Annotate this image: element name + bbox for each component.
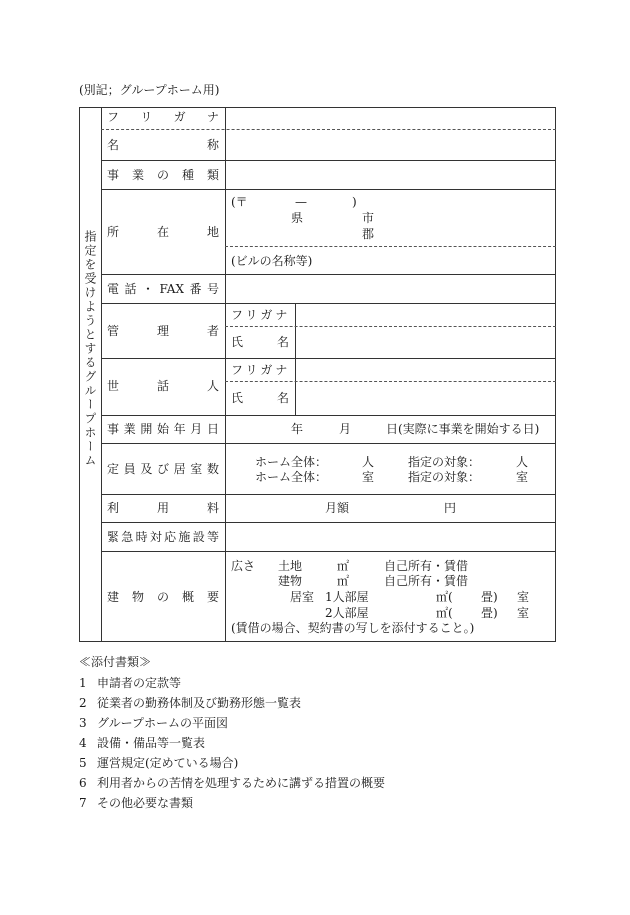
attachment-num: 4 xyxy=(79,736,87,750)
cap-row2-left: ホーム全体： xyxy=(255,470,328,484)
attachment-text: 申請者の定款等 xyxy=(97,676,182,690)
cap-row1-unit: 人 xyxy=(362,455,375,469)
attachment-num: 7 xyxy=(79,796,87,810)
bld-land-own: 自己所有・賃借 xyxy=(384,559,469,573)
attachment-num: 3 xyxy=(79,716,87,730)
attachment-text: 従業者の勤務体制及び勤務形態一覧表 xyxy=(97,696,302,710)
bld-double: 2人部屋 xyxy=(325,606,369,620)
ken-label: 県 xyxy=(291,211,304,225)
manager-shimei-label: 氏 名 xyxy=(231,335,289,349)
application-table xyxy=(79,107,556,642)
attachment-text: 利用者からの苦情を処理するために講ずる措置の概要 xyxy=(97,776,386,790)
shi-label: 市 xyxy=(362,211,375,225)
day-label: 日(実際に事業を開始する日) xyxy=(386,422,540,436)
label-emergency: 緊 急 時 対 応 施 設 等 xyxy=(107,530,219,544)
postal-dash: — xyxy=(295,195,307,209)
cap-row2-unit2: 室 xyxy=(516,470,529,484)
attachment-num: 1 xyxy=(79,676,87,690)
bld-single: 1人部屋 xyxy=(325,590,369,604)
label-name: 名 称 xyxy=(107,138,219,152)
gun-label: 郡 xyxy=(362,227,375,241)
cap-row2-mid: 指定の対象： xyxy=(408,470,481,484)
attachment-text: 運営規定(定めている場合) xyxy=(97,756,239,770)
attachment-num: 6 xyxy=(79,776,87,790)
label-building: 建 物 の 概 要 xyxy=(107,590,219,604)
bld-single-tatami: 畳) xyxy=(481,590,498,604)
bld-land-sqm: ㎡ xyxy=(337,559,350,573)
label-phone-fax: 電 話 ・ FAX 番 号 xyxy=(107,282,219,296)
bld-area: 広さ xyxy=(231,559,256,573)
manager-furigana-label: フリガナ xyxy=(231,308,291,322)
bld-double-sqm: ㎡( xyxy=(436,606,453,620)
bld-note: (賃借の場合、契約書の写しを添付すること。) xyxy=(231,621,475,635)
bld-building-own: 自己所有・賃借 xyxy=(384,574,469,588)
caretaker-furigana-label: フリガナ xyxy=(231,363,291,377)
attachment-num: 5 xyxy=(79,756,87,770)
bld-land: 土地 xyxy=(278,559,303,573)
label-business-type: 事 業 の 種 類 xyxy=(107,168,219,182)
side-title: 指定を受けようとするグループホーム xyxy=(83,230,97,468)
cap-row1-mid: 指定の対象： xyxy=(408,455,481,469)
bld-double-shitsu: 室 xyxy=(517,606,530,620)
bld-room: 居室 xyxy=(290,590,315,604)
label-fee: 利 用 料 xyxy=(107,501,219,515)
label-furigana: フ リ ガ ナ xyxy=(107,110,219,124)
label-start-date: 事 業 開 始 年 月 日 xyxy=(107,422,219,436)
bld-double-tatami: 畳) xyxy=(481,606,498,620)
fee-yen: 円 xyxy=(444,501,457,515)
fee-monthly: 月額 xyxy=(325,501,350,515)
label-capacity: 定 員 及 び 居 室 数 xyxy=(107,462,219,476)
label-manager: 管 理 者 xyxy=(107,324,219,338)
building-name-label: (ビルの名称等) xyxy=(231,254,313,268)
bld-single-shitsu: 室 xyxy=(517,590,530,604)
cap-row1-unit2: 人 xyxy=(516,455,529,469)
year-label: 年 xyxy=(291,422,304,436)
cap-row1-left: ホーム全体： xyxy=(255,455,328,469)
attachment-text: 設備・備品等一覧表 xyxy=(97,736,206,750)
month-label: 月 xyxy=(339,422,352,436)
bld-building: 建物 xyxy=(278,574,303,588)
label-caretaker: 世 話 人 xyxy=(107,379,219,393)
cap-row2-unit: 室 xyxy=(362,470,375,484)
attachments-title: ≪添付書類≫ xyxy=(79,655,152,669)
postal-close: ) xyxy=(352,195,357,209)
attachment-num: 2 xyxy=(79,696,87,710)
postal-open: (〒 xyxy=(231,195,248,209)
header-note: (別記；グループホーム用) xyxy=(79,83,220,97)
bld-single-sqm: ㎡( xyxy=(436,590,453,604)
attachment-text: その他必要な書類 xyxy=(97,796,194,810)
attachment-text: グループホームの平面図 xyxy=(97,716,229,730)
caretaker-shimei-label: 氏 名 xyxy=(231,391,289,405)
label-location: 所 在 地 xyxy=(107,225,219,239)
bld-building-sqm: ㎡ xyxy=(337,574,350,588)
